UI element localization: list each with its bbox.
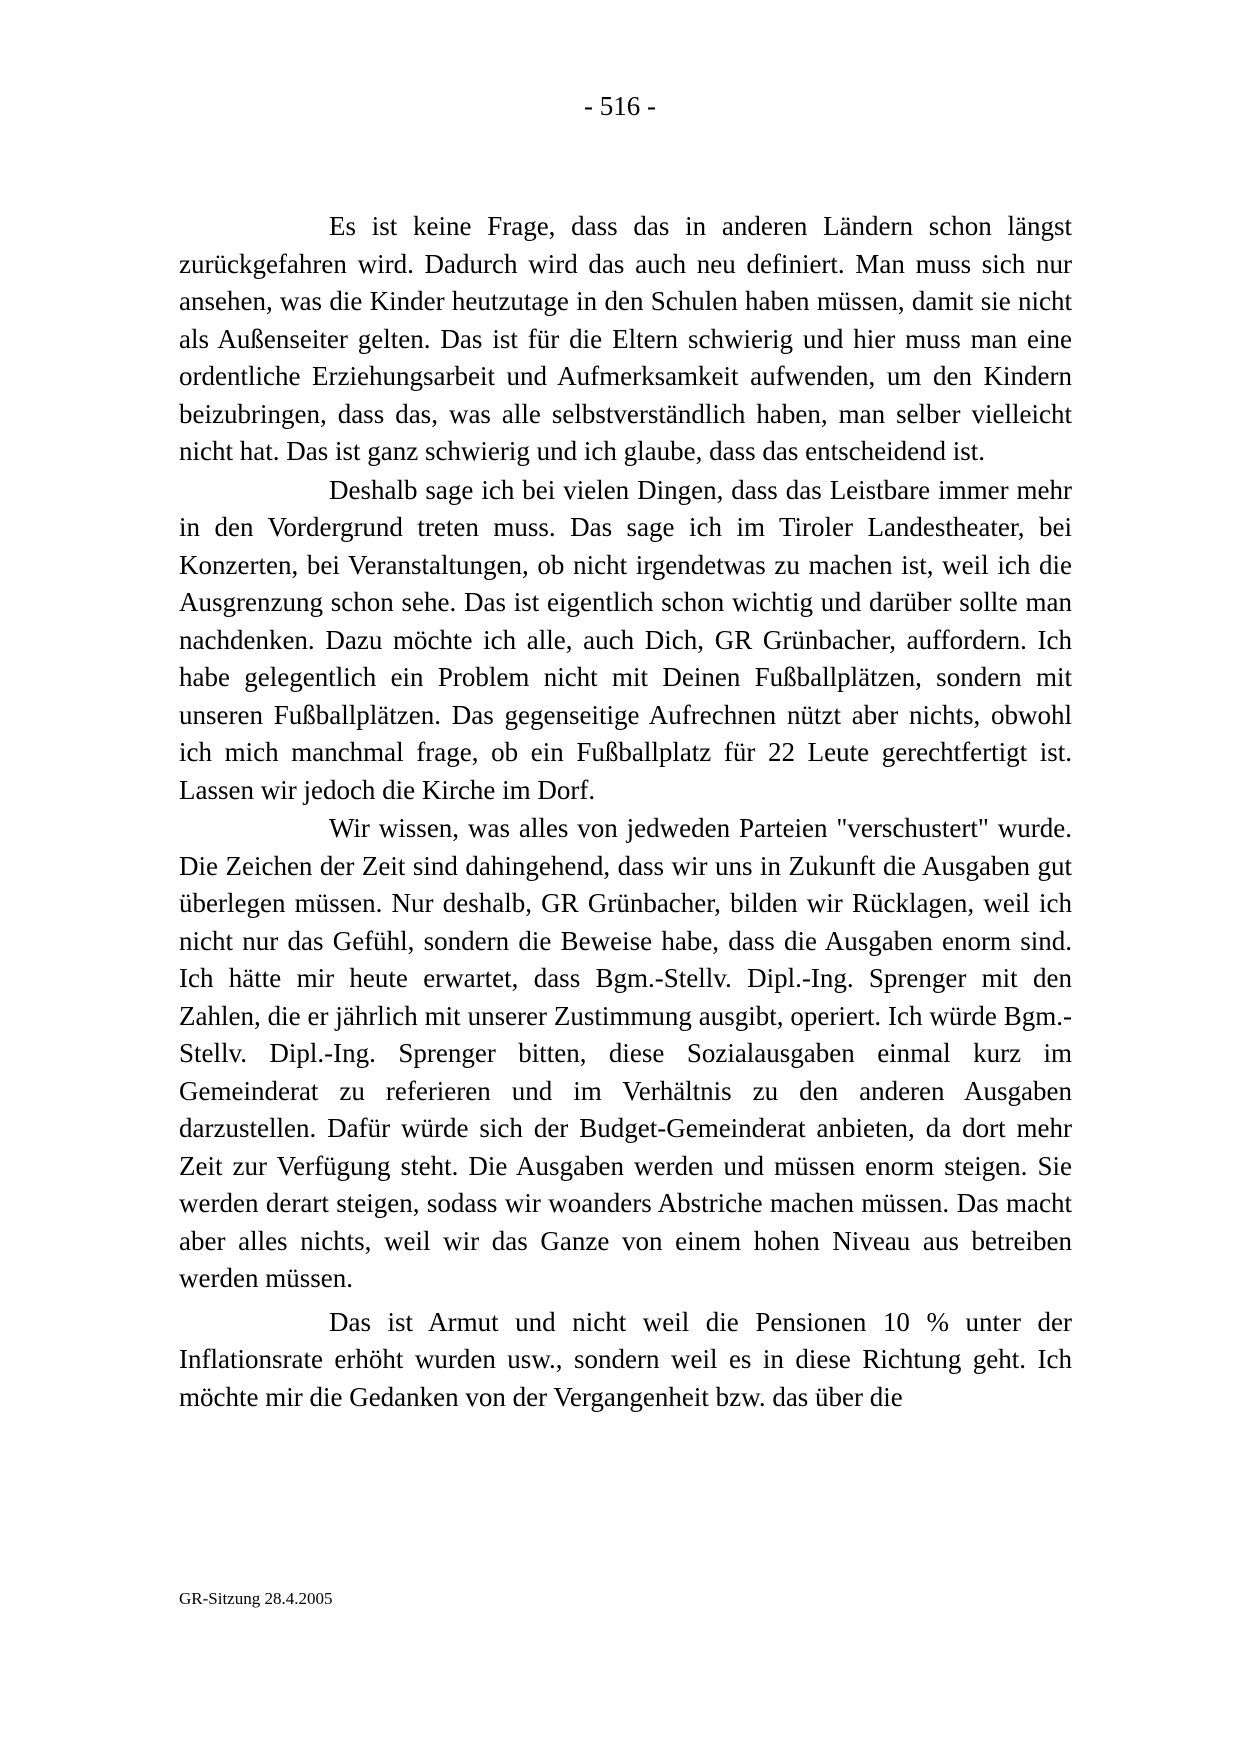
body-text <box>179 208 1072 1416</box>
paragraph-1: Es ist keine Frage, dass das in anderen Ländern schon längst zurückgefahren wird. Dadurch wird das auch neu definiert. Man muss sich nur ansehen, was die Kinder heutzutage in den Schulen haben müssen, damit sie nicht als Außenseiter gelten. Das ist für die Eltern schwierig und hier muss man eine ordentliche Erziehungsarbeit und Aufmerksamkeit aufwenden, um den Kindern beizubringen, dass das, was alle selbstverständlich haben, man selber vielleicht nicht hat. Das ist ganz schwierig und ich glaube, dass das entscheidend ist. <box>179 211 1072 466</box>
paragraph-2: Deshalb sage ich bei vielen Dingen, dass das Leistbare immer mehr in den Vordergrund treten muss. Das sage ich im Tiroler Landestheater, bei Konzerten, bei Veranstaltungen, ob nicht irgendetwas zu machen ist, weil ich die Ausgrenzung schon sehe. Das ist eigentlich schon wichtig und darüber sollte man nachdenken. Dazu möchte ich alle, auch Dich, GR Grünbacher, auffordern. Ich habe gelegentlich ein Problem nicht mit Deinen Fußballplätzen, sondern mit unseren Fußballplätzen. Das gegenseitige Aufrechnen nützt aber nichts, obwohl ich mich manchmal frage, ob ein Fußballplatz für 22 Leute gerechtfertigt ist. Lassen wir jedoch die Kirche im Dorf. <box>179 474 1072 805</box>
page-number: - 516 - <box>584 91 656 121</box>
footer-session-label: GR-Sitzung 28.4.2005 <box>179 1589 333 1608</box>
paragraph-4: Das ist Armut und nicht weil die Pensionen 10 % unter der Inflationsrate erhöht wurden usw., sondern weil es in diese Richtung geht. Ich möchte mir die Gedanken von der Vergangenheit bzw. das über die <box>179 1306 1072 1412</box>
paragraph-3: Wir wissen, was alles von jedweden Parteien "verschustert" wurde. Die Zeichen der Zeit sind dahingehend, dass wir uns in Zukunft die Ausgaben gut überlegen müssen. Nur deshalb, GR Grünbacher, bilden wir Rücklagen, weil ich nicht nur das Gefühl, sondern die Beweise habe, dass die Ausgaben enorm sind. Ich hätte mir heute erwartet, dass Bgm.-Stellv. Dipl.-Ing. Sprenger mit den Zahlen, die er jährlich mit unserer Zustimmung ausgibt, operiert. Ich würde Bgm.-Stellv. Dipl.-Ing. Sprenger bitten, diese Sozialausgaben einmal kurz im Gemeinderat zu referieren und im Verhältnis zu den anderen Ausgaben darzustellen. Dafür würde sich der Budget-Gemeinderat anbieten, da dort mehr Zeit zur Verfügung steht. Die Ausgaben werden und müssen enorm steigen. Sie werden derart steigen, sodass wir woanders Abstriche machen müssen. Das macht aber alles nichts, weil wir das Ganze von einem hohen Niveau aus betreiben werden müssen. <box>179 813 1072 1293</box>
